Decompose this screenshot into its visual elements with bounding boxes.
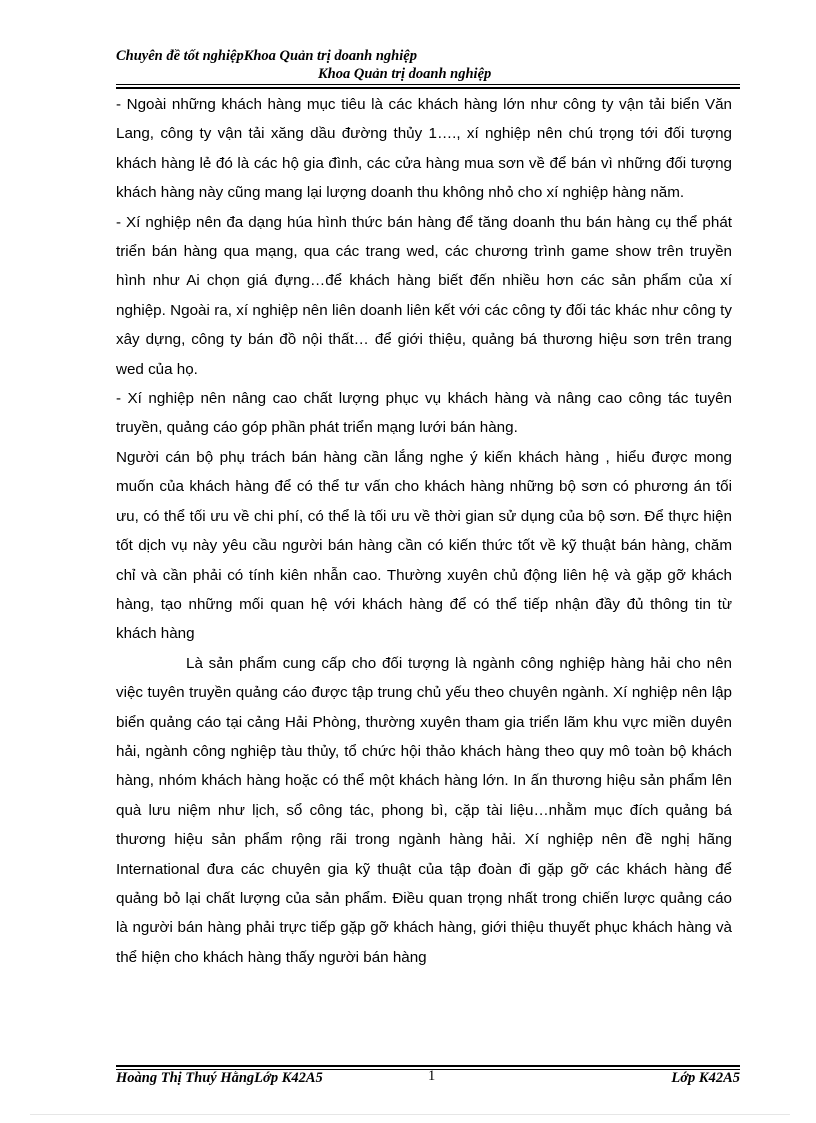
paragraph-diversify-sales: - Xí nghiệp nên đa dạng húa hình thức bán hàng để tăng doanh thu bán hàng cụ thể phát triển bán hàng qua mạng, qua các trang wed, các chương trình game show trên truyền hình như Ai chọn giá đựng…để khách hàng biết đến nhiều hơn các sản phẩm của xí nghiệp. Ngoài ra, xí nghiệp nên liên doanh liên kết với các công ty đối tác khác như công ty xây dựng, công ty bán đồ nội thất… để giới thiệu, quảng bá thương hiệu sơn trên trang wed của họ.	[116, 213, 732, 378]
paragraph-service-quality: - Xí nghiệp nên nâng cao chất lượng phục vụ khách hàng và nâng cao công tác tuyên truyền, quảng cáo góp phần phát triển mạng lưới bán hàng.	[116, 390, 732, 437]
footer-author: Hoàng Thị Thuý HằngLớp K42A5	[116, 1070, 323, 1086]
paragraph-advertising: Là sản phẩm cung cấp cho đối tượng là ngành công nghiệp hàng hải cho nên việc tuyên truyền quảng cáo được tập trung chủ yếu theo chuyên ngành. Xí nghiệp nên lập biển quảng cáo tại cảng Hải Phòng, thường xuyên tham gia triển lãm khu vực miền duyên hải, ngành công nghiệp tàu thủy, tổ chức hội thảo khách hàng theo quy mô toàn bộ khách hàng, nhóm khách hàng hoặc có thể một khách hàng lớn. In ấn thương hiệu sản phẩm lên quà lưu niệm như lịch, sổ công tác, phong bì, cặp tài liệu…nhằm mục đích quảng bá thương hiệu sản phẩm rộng rãi trong ngành hàng hải. Xí nghiệp nên đề nghị hãng International đưa các chuyên gia kỹ thuật của tập đoàn đi gặp gỡ các khách hàng để quảng bỏ lại chất lượng của sản phẩm. Điều quan trọng nhất trong chiến lược quảng cáo là người bán hàng phải trực tiếp gặp gỡ khách hàng, giới thiệu thuyết phục khách hàng và thể hiện cho khách hàng thấy người bán hàng	[116, 654, 732, 966]
paragraph-target-customers: - Ngoài những khách hàng mục tiêu là các khách hàng lớn như công ty vận tải biển Văn Lang, công ty vận tải xăng dầu đường thủy 1…., xí nghiệp nên chú trọng tới đối tượng khách hàng lẻ đó là các hộ gia đình, các cửa hàng mua sơn về để bán vì những đối tượng khách hàng này cũng mang lại lượng doanh thu không nhỏ cho xí nghiệp hàng năm.	[116, 96, 732, 202]
footer-class: Lớp K42A5	[671, 1070, 740, 1086]
header-rule-thick	[116, 87, 740, 89]
header-title: Chuyên đề tốt nghiệpKhoa Quản trị doanh nghiệp	[116, 48, 417, 64]
page-bottom-edge	[30, 1114, 790, 1115]
paragraph-sales-staff: Người cán bộ phụ trách bán hàng cần lắng nghe ý kiến khách hàng , hiểu được mong muốn của khách hàng để có thể tư vấn cho khách hàng những bộ sơn có phương án tối ưu, có thể tối ưu về chi phí, có thể là tối ưu về thời gian sử dụng của bộ sơn. Để thực hiện tốt dịch vụ này yêu cầu người bán hàng cần có kiến thức tốt về kỹ thuật bán hàng, chăm chỉ và cần phải có tính kiên nhẫn cao. Thường xuyên chủ động liên hệ và gặp gỡ khách hàng, tạo những mối quan hệ với khách hàng để có thể tiếp nhận đầy đủ thông tin từ khách hàng	[116, 448, 732, 643]
header-subtitle: Khoa Quản trị doanh nghiệp	[318, 66, 492, 82]
footer-rule-thick	[116, 1065, 740, 1067]
header-rule-thin	[116, 84, 740, 85]
page-number: 1	[428, 1068, 436, 1084]
body-text	[116, 90, 732, 972]
